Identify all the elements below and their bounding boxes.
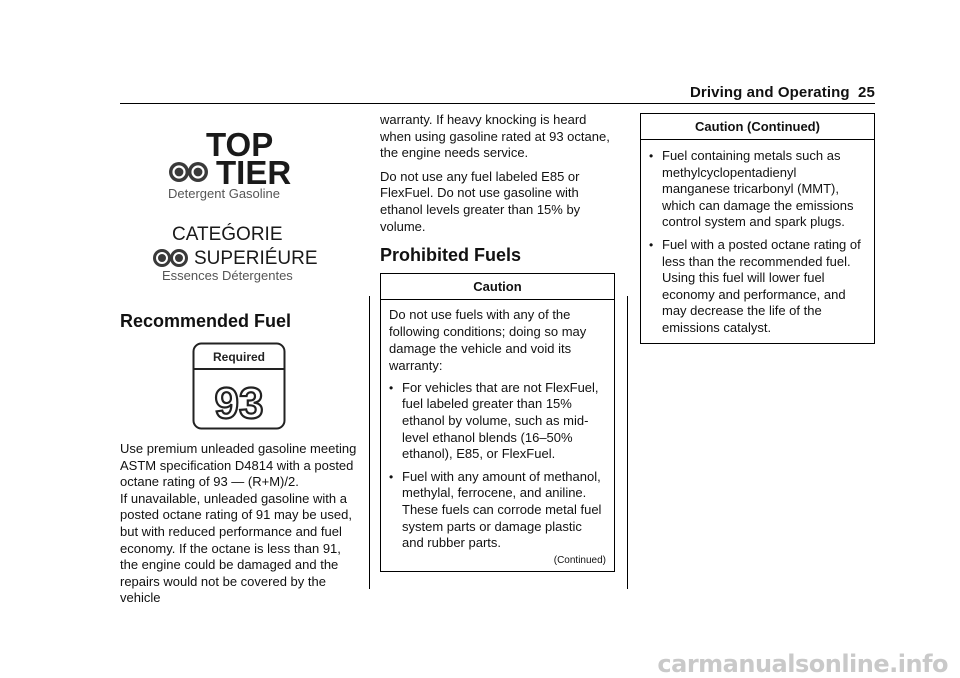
recommended-para-1: Use premium unleaded gasoline meeting ASTM specification D4814 with a posted octane rating of 93 — (R+M)/2. (120, 441, 357, 490)
section-title: Driving and Operating (690, 84, 850, 101)
recommended-body (120, 441, 360, 607)
recommended-para-2: If unavailable, unleaded gasoline with a posted octane rating of 91 may be used, but with reduced performance and fuel economy. If the octane is less than 91, the engine could be damaged and the repairs would not be covered by the vehicle (120, 490, 352, 606)
header-rule (120, 103, 875, 104)
categorie-line1: CATEǴORIE (172, 224, 283, 245)
watermark: carmanualsonline.info (657, 650, 948, 678)
right-column (640, 113, 875, 344)
caution-bullet-1: • For vehicles that are not FlexFuel, fuel labeled greater than 15% ethanol by volume, such as mid-level ethanol blends (16–50% ethanol), E85, or FlexFuel. (389, 380, 606, 463)
middle-column (380, 112, 616, 572)
caution-bullet-2: • Fuel with any amount of methanol, methylal, ferrocene, and aniline. These fuels can corrode metal fuel system parts or damage plastic and rubber parts. (389, 469, 606, 552)
left-column (120, 313, 360, 330)
recommended-fuel-heading: Recommended Fuel (120, 311, 292, 331)
categorie-subtitle: Essences Détergentes (162, 268, 293, 283)
column-divider-2 (627, 296, 628, 589)
top-tier-logo (160, 118, 320, 200)
caution-title: Caution (381, 274, 614, 300)
prohibited-fuels-heading: Prohibited Fuels (380, 245, 522, 266)
swirl-icon (153, 249, 188, 267)
top-tier-line2: TIER (216, 154, 292, 191)
required-label-text: Required (212, 350, 266, 364)
caution-box (380, 273, 615, 572)
swirl-icon (169, 162, 208, 182)
categorie-line2: SUPERIÉURE (194, 248, 318, 269)
caution-continued-title: Caution (Continued) (641, 114, 874, 140)
caution-intro: Do not use fuels with any of the following conditions; doing so may damage the vehicle and void its warranty: (389, 306, 587, 373)
e85-para: Do not use any fuel labeled E85 or FlexFuel. Do not use gasoline with ethanol levels greater than 15% by volume. (380, 168, 581, 234)
page-number: 25 (858, 84, 875, 101)
continued-note: (Continued) (553, 554, 606, 566)
column-divider-1 (369, 296, 370, 589)
categorie-superieure-logo (150, 222, 330, 284)
top-tier-subtitle: Detergent Gasoline (168, 186, 281, 201)
top-tier-line1: TOP (206, 126, 274, 163)
warranty-para: warranty. If heavy knocking is heard when using gasoline rated at 93 octane, the engine needs service. (380, 112, 610, 161)
caution-continued-bullet-1: • Fuel containing metals such as methylcyclopentadienyl manganese tricarbonyl (MMT), which can damage the emissions control system and spark plugs. (649, 148, 866, 231)
caution-continued-box (640, 113, 875, 344)
octane-number: 93 (214, 379, 264, 428)
required-octane-label (192, 342, 286, 430)
caution-continued-bullet-2: • Fuel with a posted octane rating of less than the recommended fuel. Using this fuel will lower fuel economy and performance, and may decrease the life of the emissions catalyst. (649, 237, 866, 337)
